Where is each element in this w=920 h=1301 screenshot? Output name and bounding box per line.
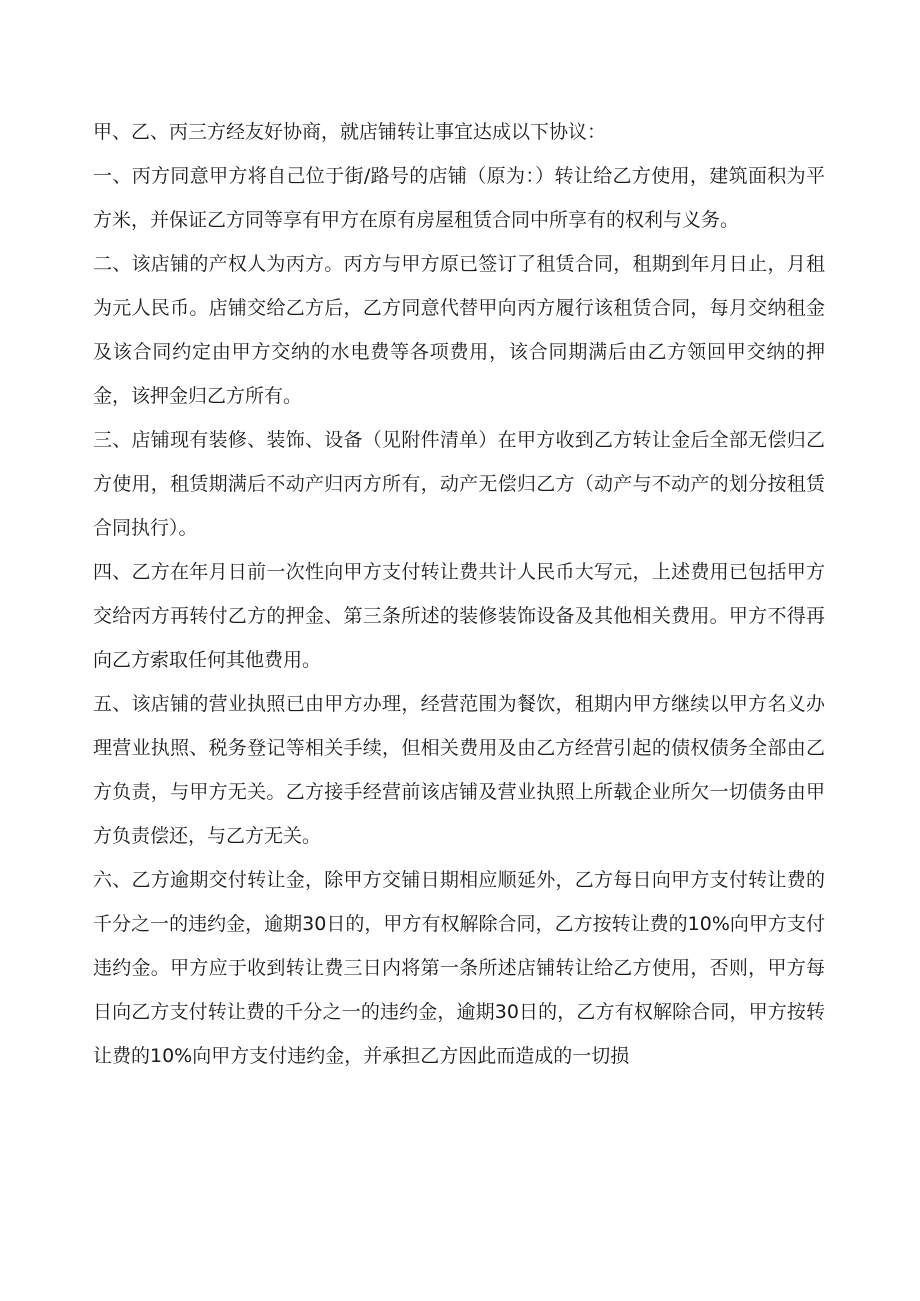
paragraph-intro: 甲、乙、丙三方经友好协商，就店铺转让事宜达成以下协议： [93, 121, 607, 143]
paragraph-clause-5: 五、该店铺的营业执照已由甲方办理，经营范围为餐饮，租期内甲方继续以甲方名义办理营业执照、税务登记等相关手续，但相关费用及由乙方经营引起的债权债务全部由乙方负责，与甲方无关。乙方接手经营前该店铺及营业执照上所载企业所欠一切债务由甲方负责偿还，与乙方无关。 [93, 693, 825, 847]
paragraph-clause-4: 四、乙方在年月日前一次性向甲方支付转让费共计人民币大写元，上述费用已包括甲方交给丙方再转付乙方的押金、第三条所述的装修装饰设备及其他相关费用。甲方不得再向乙方索取任何其他费用。 [93, 561, 825, 671]
paragraph-clause-2: 二、该店铺的产权人为丙方。丙方与甲方原已签订了租赁合同，租期到年月日止，月租为元人民币。店铺交给乙方后，乙方同意代替甲向丙方履行该租赁合同，每月交纳租金及该合同约定由甲方交纳的水电费等各项费用，该合同期满后由乙方领回甲交纳的押金，该押金归乙方所有。 [93, 253, 825, 407]
paragraph-clause-1: 一、丙方同意甲方将自己位于街/路号的店铺（原为：）转让给乙方使用，建筑面积为平方米，并保证乙方同等享有甲方在原有房屋租赁合同中所享有的权利与义务。 [93, 165, 825, 231]
paragraph-clause-6: 六、乙方逾期交付转让金，除甲方交铺日期相应顺延外，乙方每日向甲方支付转让费的千分之一的违约金，逾期30日的，甲方有权解除合同，乙方按转让费的10%向甲方支付违约金。甲方应于收到转让费三日内将第一条所述店铺转让给乙方使用，否则，甲方每日向乙方支付转让费的千分之一的违约金，逾期30日的，乙方有权解除合同，甲方按转让费的10%向甲方支付违约金，并承担乙方因此而造成的一切损 [93, 869, 825, 1067]
document-body [93, 110, 825, 1078]
paragraph-clause-3: 三、店铺现有装修、装饰、设备（见附件清单）在甲方收到乙方转让金后全部无偿归乙方使用，租赁期满后不动产归丙方所有，动产无偿归乙方（动产与不动产的划分按租赁合同执行）。 [93, 429, 825, 539]
